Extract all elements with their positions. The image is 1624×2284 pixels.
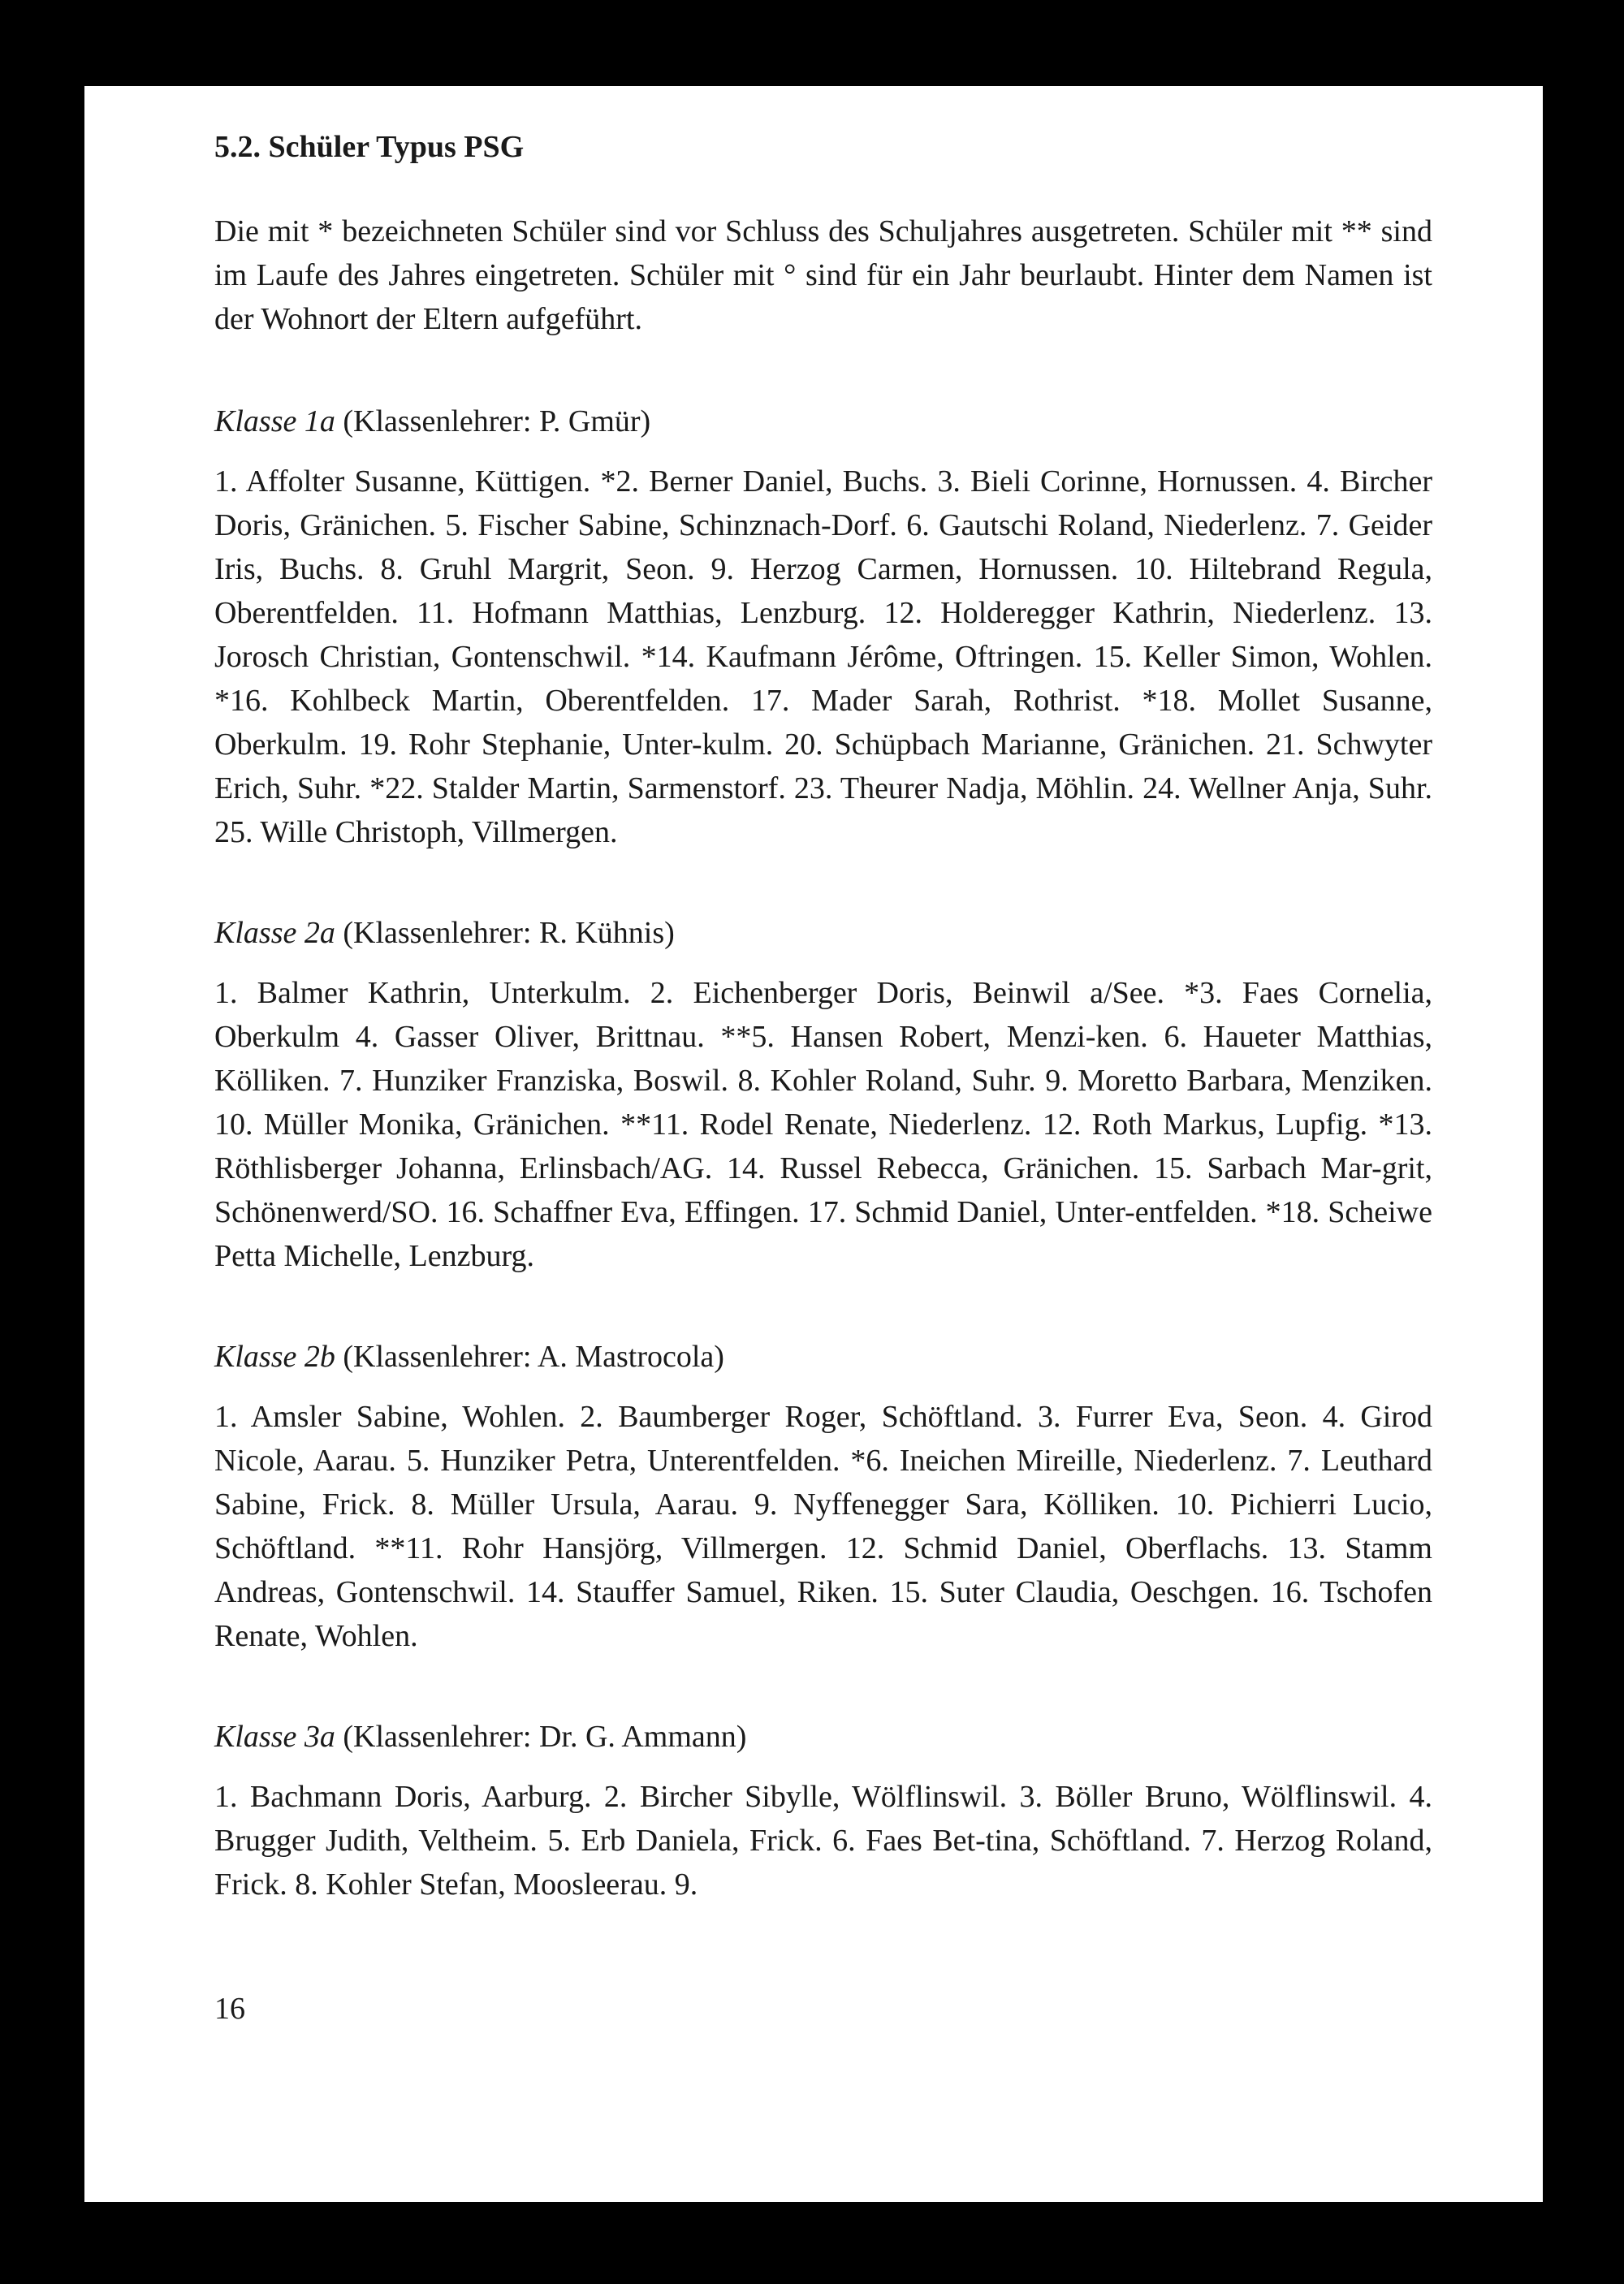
- class-1a-name: Klasse 1a: [214, 404, 335, 438]
- class-2a-teacher: (Klassenlehrer: R. Kühnis): [343, 916, 675, 950]
- class-2b-teacher: (Klassenlehrer: A. Mastrocola): [343, 1340, 724, 1374]
- class-2b-students: 1. Amsler Sabine, Wohlen. 2. Baumberger Roger, Schöftland. 3. Furrer Eva, Seon. 4. Girod Nicole, Aarau. 5. Hunziker Petra, Unterentfelden. *6. Ineichen Mireille, Niederlenz. 7. Leuthard Sabine, Frick. 8. Müller Ursula, Aarau. 9. Nyffenegger Sara, Kölliken. 10. Pichierri Lucio, Schöftland. **11. Rohr Hansjörg, Villmergen. 12. Schmid Daniel, Oberflachs. 13. Stamm Andreas, Gontenschwil. 14. Stauffer Samuel, Riken. 15. Suter Claudia, Oeschgen. 16. Tschofen Renate, Wohlen.: [214, 1400, 1432, 1653]
- class-2a-heading: [214, 911, 1432, 955]
- class-1a-heading: [214, 399, 1432, 443]
- class-2b-name: Klasse 2b: [214, 1340, 335, 1374]
- class-3a-students: 1. Bachmann Doris, Aarburg. 2. Bircher Sibylle, Wölflinswil. 3. Böller Bruno, Wölflinswil. 4. Brugger Judith, Veltheim. 5. Erb Daniela, Frick. 6. Faes Bet-tina, Schöftland. 7. Herzog Roland, Frick. 8. Kohler Stefan, Moosleerau. 9.: [214, 1780, 1432, 1902]
- class-2a-name: Klasse 2a: [214, 916, 335, 950]
- class-1a-students: 1. Affolter Susanne, Küttigen. *2. Berner Daniel, Buchs. 3. Bieli Corinne, Hornussen. 4. Bircher Doris, Gränichen. 5. Fischer Sabine, Schinznach-Dorf. 6. Gautschi Roland, Niederlenz. 7. Geider Iris, Buchs. 8. Gruhl Margrit, Seon. 9. Herzog Carmen, Hornussen. 10. Hiltebrand Regula, Oberentfelden. 11. Hofmann Matthias, Lenzburg. 12. Holderegger Kathrin, Niederlenz. 13. Jorosch Christian, Gontenschwil. *14. Kaufmann Jérôme, Oftringen. 15. Keller Simon, Wohlen. *16. Kohlbeck Martin, Oberentfelden. 17. Mader Sarah, Rothrist. *18. Mollet Susanne, Oberkulm. 19. Rohr Stephanie, Unter-kulm. 20. Schüpbach Marianne, Gränichen. 21. Schwyter Erich, Suhr. *22. Stalder Martin, Sarmenstorf. 23. Theurer Nadja, Möhlin. 24. Wellner Anja, Suhr. 25. Wille Christoph, Villmergen.: [214, 464, 1432, 849]
- class-1a-teacher: (Klassenlehrer: P. Gmür): [343, 404, 651, 438]
- class-2b-heading: [214, 1335, 1432, 1379]
- document-content: [214, 125, 1432, 1963]
- class-3a-name: Klasse 3a: [214, 1720, 335, 1754]
- class-3a-heading: [214, 1715, 1432, 1759]
- page-number: 16: [214, 1992, 245, 2026]
- intro-paragraph: Die mit * bezeichneten Schüler sind vor Schluss des Schuljahres ausgetreten. Schüler mit ** sind im Laufe des Jahres eingetreten. Schüler mit ° sind für ein Jahr beurlaubt. Hinter dem Namen ist der Wohnort der Eltern aufgeführt.: [214, 214, 1432, 336]
- class-2a-students: 1. Balmer Kathrin, Unterkulm. 2. Eichenberger Doris, Beinwil a/See. *3. Faes Cornelia, Oberkulm 4. Gasser Oliver, Brittnau. **5. Hansen Robert, Menzi-ken. 6. Haueter Matthias, Kölliken. 7. Hunziker Franziska, Boswil. 8. Kohler Roland, Suhr. 9. Moretto Barbara, Menziken. 10. Müller Monika, Gränichen. **11. Rodel Renate, Niederlenz. 12. Roth Markus, Lupfig. *13. Röthlisberger Johanna, Erlinsbach/AG. 14. Russel Rebecca, Gränichen. 15. Sarbach Mar-grit, Schönenwerd/SO. 16. Schaffner Eva, Effingen. 17. Schmid Daniel, Unter-entfelden. *18. Scheiwe Petta Michelle, Lenzburg.: [214, 976, 1432, 1273]
- class-3a-teacher: (Klassenlehrer: Dr. G. Ammann): [343, 1720, 747, 1754]
- section-heading: 5.2. Schüler Typus PSG: [214, 130, 525, 164]
